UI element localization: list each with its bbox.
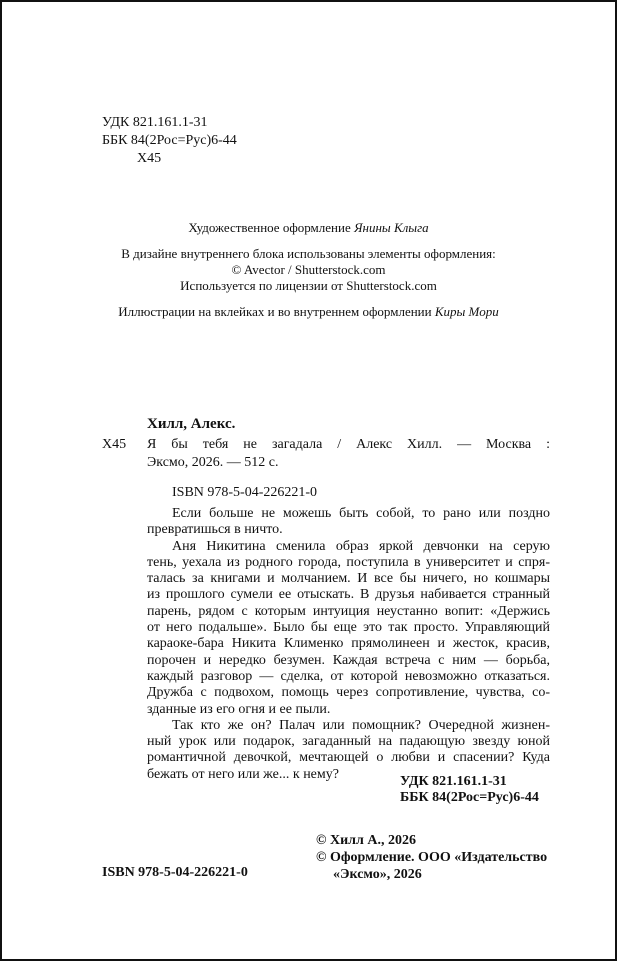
annotation-line: каждый разговор — сделка, от которой невозможно отказаться. [147,668,550,684]
art-designer-name: Янины Клыга [353,220,429,235]
book-title-line1: Я бы тебя не загадала / Алекс Хилл. — Москва : [147,437,550,452]
bbk-code: ББК 84(2Рос=Рус)6-44 [102,133,237,148]
annotation-line: Аня Никитина сменила образ яркой девчонки на серую [172,538,550,554]
annotation-line: превратишься в ничто. [147,522,283,538]
annotation-line: Так кто же он? Палач или помощник? Очередной жизнен- [172,717,550,733]
annotation-line: из прошлого сумели ее отыскать. В друзья набивается странный [147,587,550,603]
annotation-line: тень, уехала из родного города, поступила в университет и спря- [147,554,550,570]
annotation-line: парень, рядом с которым интуиция неустанно вопит: «Держись [147,603,550,619]
annotation-line: зданные из его огня и ее пыли. [147,701,331,717]
annotation-line: бежать от него или же... к нему? [147,766,339,782]
author-mark-record: Х45 [102,437,127,452]
author-mark: Х45 [137,151,162,166]
author-heading: Хилл, Алекс. [147,416,236,432]
art-design-prefix: Художественное оформление [188,220,354,235]
isbn-bottom: ISBN 978-5-04-226221-0 [102,865,248,880]
inner-block-credit-line1: В дизайне внутреннего блока использованы элементы оформления: [121,246,496,261]
illustrator-name: Киры Мори [434,304,499,319]
book-title-line2: Эксмо, 2026. — 512 с. [147,455,279,470]
udk-code-bottom: УДК 821.161.1-31 [400,774,507,789]
annotation-line: караоке-бара Никита Клименко прямолинеен и жесток, красив, [147,636,550,652]
illustrations-credit [2,304,615,320]
art-design-credit [2,220,615,236]
annotation [147,506,550,783]
copyright-author: © Хилл А., 2026 [316,833,416,848]
inner-block-credit-line3: Используется по лицензии от Shutterstock.com [180,278,437,293]
bbk-code-bottom: ББК 84(2Рос=Рус)6-44 [400,790,539,805]
inner-block-credit-line2: © Avector / Shutterstock.com [231,262,386,277]
annotation-line: порочен и нередко безумен. Каждая встреча с ним — борьба, [147,652,550,668]
annotation-line: романтичной девочкой, мечтающей о любви и спасении? Куда [147,750,550,766]
copyright-design-line2: «Эксмо», 2026 [333,867,422,882]
annotation-line: ный урок или подарок, загаданный на падающую звезду юной [147,734,550,750]
udk-code: УДК 821.161.1-31 [102,115,208,130]
annotation-line: талась за книгами и молчанием. И все бы ничего, но кошмары [147,571,550,587]
isbn-record: ISBN 978-5-04-226221-0 [172,485,318,500]
annotation-line: Если больше не можешь быть собой, то рано или поздно [172,506,550,521]
annotation-line: Дружба с подвохом, помощь через сопротивление, чувства, со- [147,685,550,701]
copyright-design-line1: © Оформление. ООО «Издательство [316,850,548,865]
annotation-line: от него подальше». Было бы еще это так просто. Управляющий [147,620,550,636]
illustrations-prefix: Иллюстрации на вклейках и во внутреннем оформлении [118,304,435,319]
